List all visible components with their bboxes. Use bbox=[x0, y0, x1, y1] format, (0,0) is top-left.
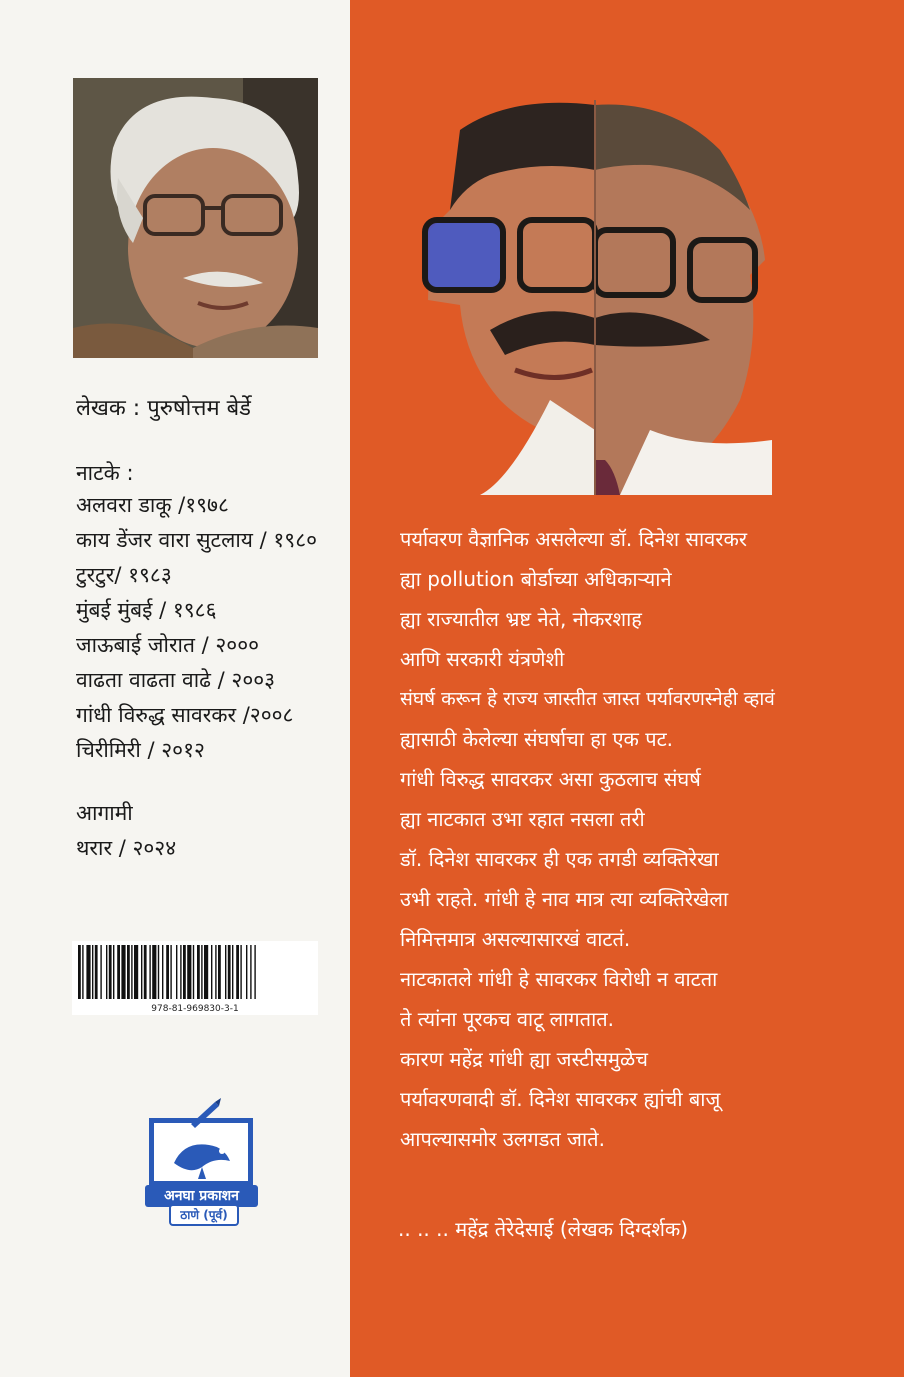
upcoming-play: थरार / २०२४ bbox=[76, 836, 177, 860]
play-item: काय डेंजर वारा सुटलाय / १९८० bbox=[76, 528, 318, 552]
author-name: लेखक : पुरुषोत्तम बेर्डे bbox=[76, 396, 251, 421]
bird-pen-icon bbox=[154, 1123, 248, 1181]
blurb-line: डॉ. दिनेश सावरकर ही एक तगडी व्यक्तिरेखा bbox=[400, 847, 719, 871]
isbn-number: 978-81-969830-3-1 bbox=[151, 1004, 239, 1014]
blurb-line: उभी राहते. गांधी हे नाव मात्र त्या व्यक्तिरेखेला bbox=[400, 887, 729, 911]
play-item: अलवरा डाकू /१९७८ bbox=[76, 493, 229, 517]
publisher-logo-box bbox=[149, 1118, 253, 1186]
blurb-line: आपल्यासमोर उलगडत जाते. bbox=[400, 1127, 605, 1151]
play-item: गांधी विरुद्ध सावरकर /२००८ bbox=[76, 703, 294, 727]
blurb-line: पर्यावरण वैज्ञानिक असलेल्या डॉ. दिनेश सावरकर bbox=[400, 527, 748, 551]
author-photo bbox=[73, 78, 318, 358]
blurb-line: ह्यासाठी केलेल्या संघर्षाचा हा एक पट. bbox=[400, 727, 674, 751]
barcode-bars bbox=[72, 941, 318, 1003]
publisher-name: अनघा प्रकाशन bbox=[145, 1185, 258, 1207]
quill-icon bbox=[185, 1098, 225, 1128]
publisher-logo bbox=[145, 1100, 260, 1220]
play-item: चिरीमिरी / २०१२ bbox=[76, 738, 205, 762]
blurb-line: निमित्तमात्र असल्यासारखं वाटतं. bbox=[400, 927, 631, 951]
blurb-line: ते त्यांना पूरकच वाटू लागतात. bbox=[400, 1007, 615, 1031]
blurb-line: गांधी विरुद्ध सावरकर असा कुठलाच संघर्ष bbox=[400, 767, 701, 791]
plays-heading: नाटके : bbox=[76, 461, 134, 485]
blurb-line: नाटकातले गांधी हे सावरकर विरोधी न वाटता bbox=[400, 967, 718, 991]
isbn-barcode bbox=[72, 941, 318, 1015]
play-item: टुरटुर/ १९८३ bbox=[76, 563, 172, 587]
blurb-line: ह्या राज्यातील भ्रष्ट नेते, नोकरशाह bbox=[400, 607, 642, 631]
upcoming-heading: आगामी bbox=[76, 801, 133, 825]
blurb-line: पर्यावरणवादी डॉ. दिनेश सावरकर ह्यांची बाजू bbox=[400, 1087, 721, 1111]
blurb-line: संघर्ष करून हे राज्य जास्तीत जास्त पर्यावरणस्नेही व्हावं bbox=[400, 688, 775, 710]
play-item: मुंबई मुंबई / १९८६ bbox=[76, 598, 217, 622]
play-item: वाढता वाढता वाढे / २००३ bbox=[76, 668, 276, 692]
blurb-signature: .. .. .. महेंद्र तेरेदेसाई (लेखक दिग्दर्शक) bbox=[398, 1217, 689, 1241]
blurb-line: कारण महेंद्र गांधी ह्या जस्टीसमुळेच bbox=[400, 1047, 648, 1071]
publisher-city: ठाणे (पूर्व) bbox=[169, 1204, 239, 1226]
play-item: जाऊबाई जोरात / २००० bbox=[76, 633, 260, 657]
blurb-line: ह्या नाटकात उभा रहात नसला तरी bbox=[400, 807, 645, 831]
cover-faces-photo bbox=[420, 100, 772, 495]
blurb-line: ह्या pollution बोर्डाच्या अधिकाऱ्याने bbox=[400, 567, 672, 591]
blurb-line: आणि सरकारी यंत्रणेशी bbox=[400, 647, 565, 671]
